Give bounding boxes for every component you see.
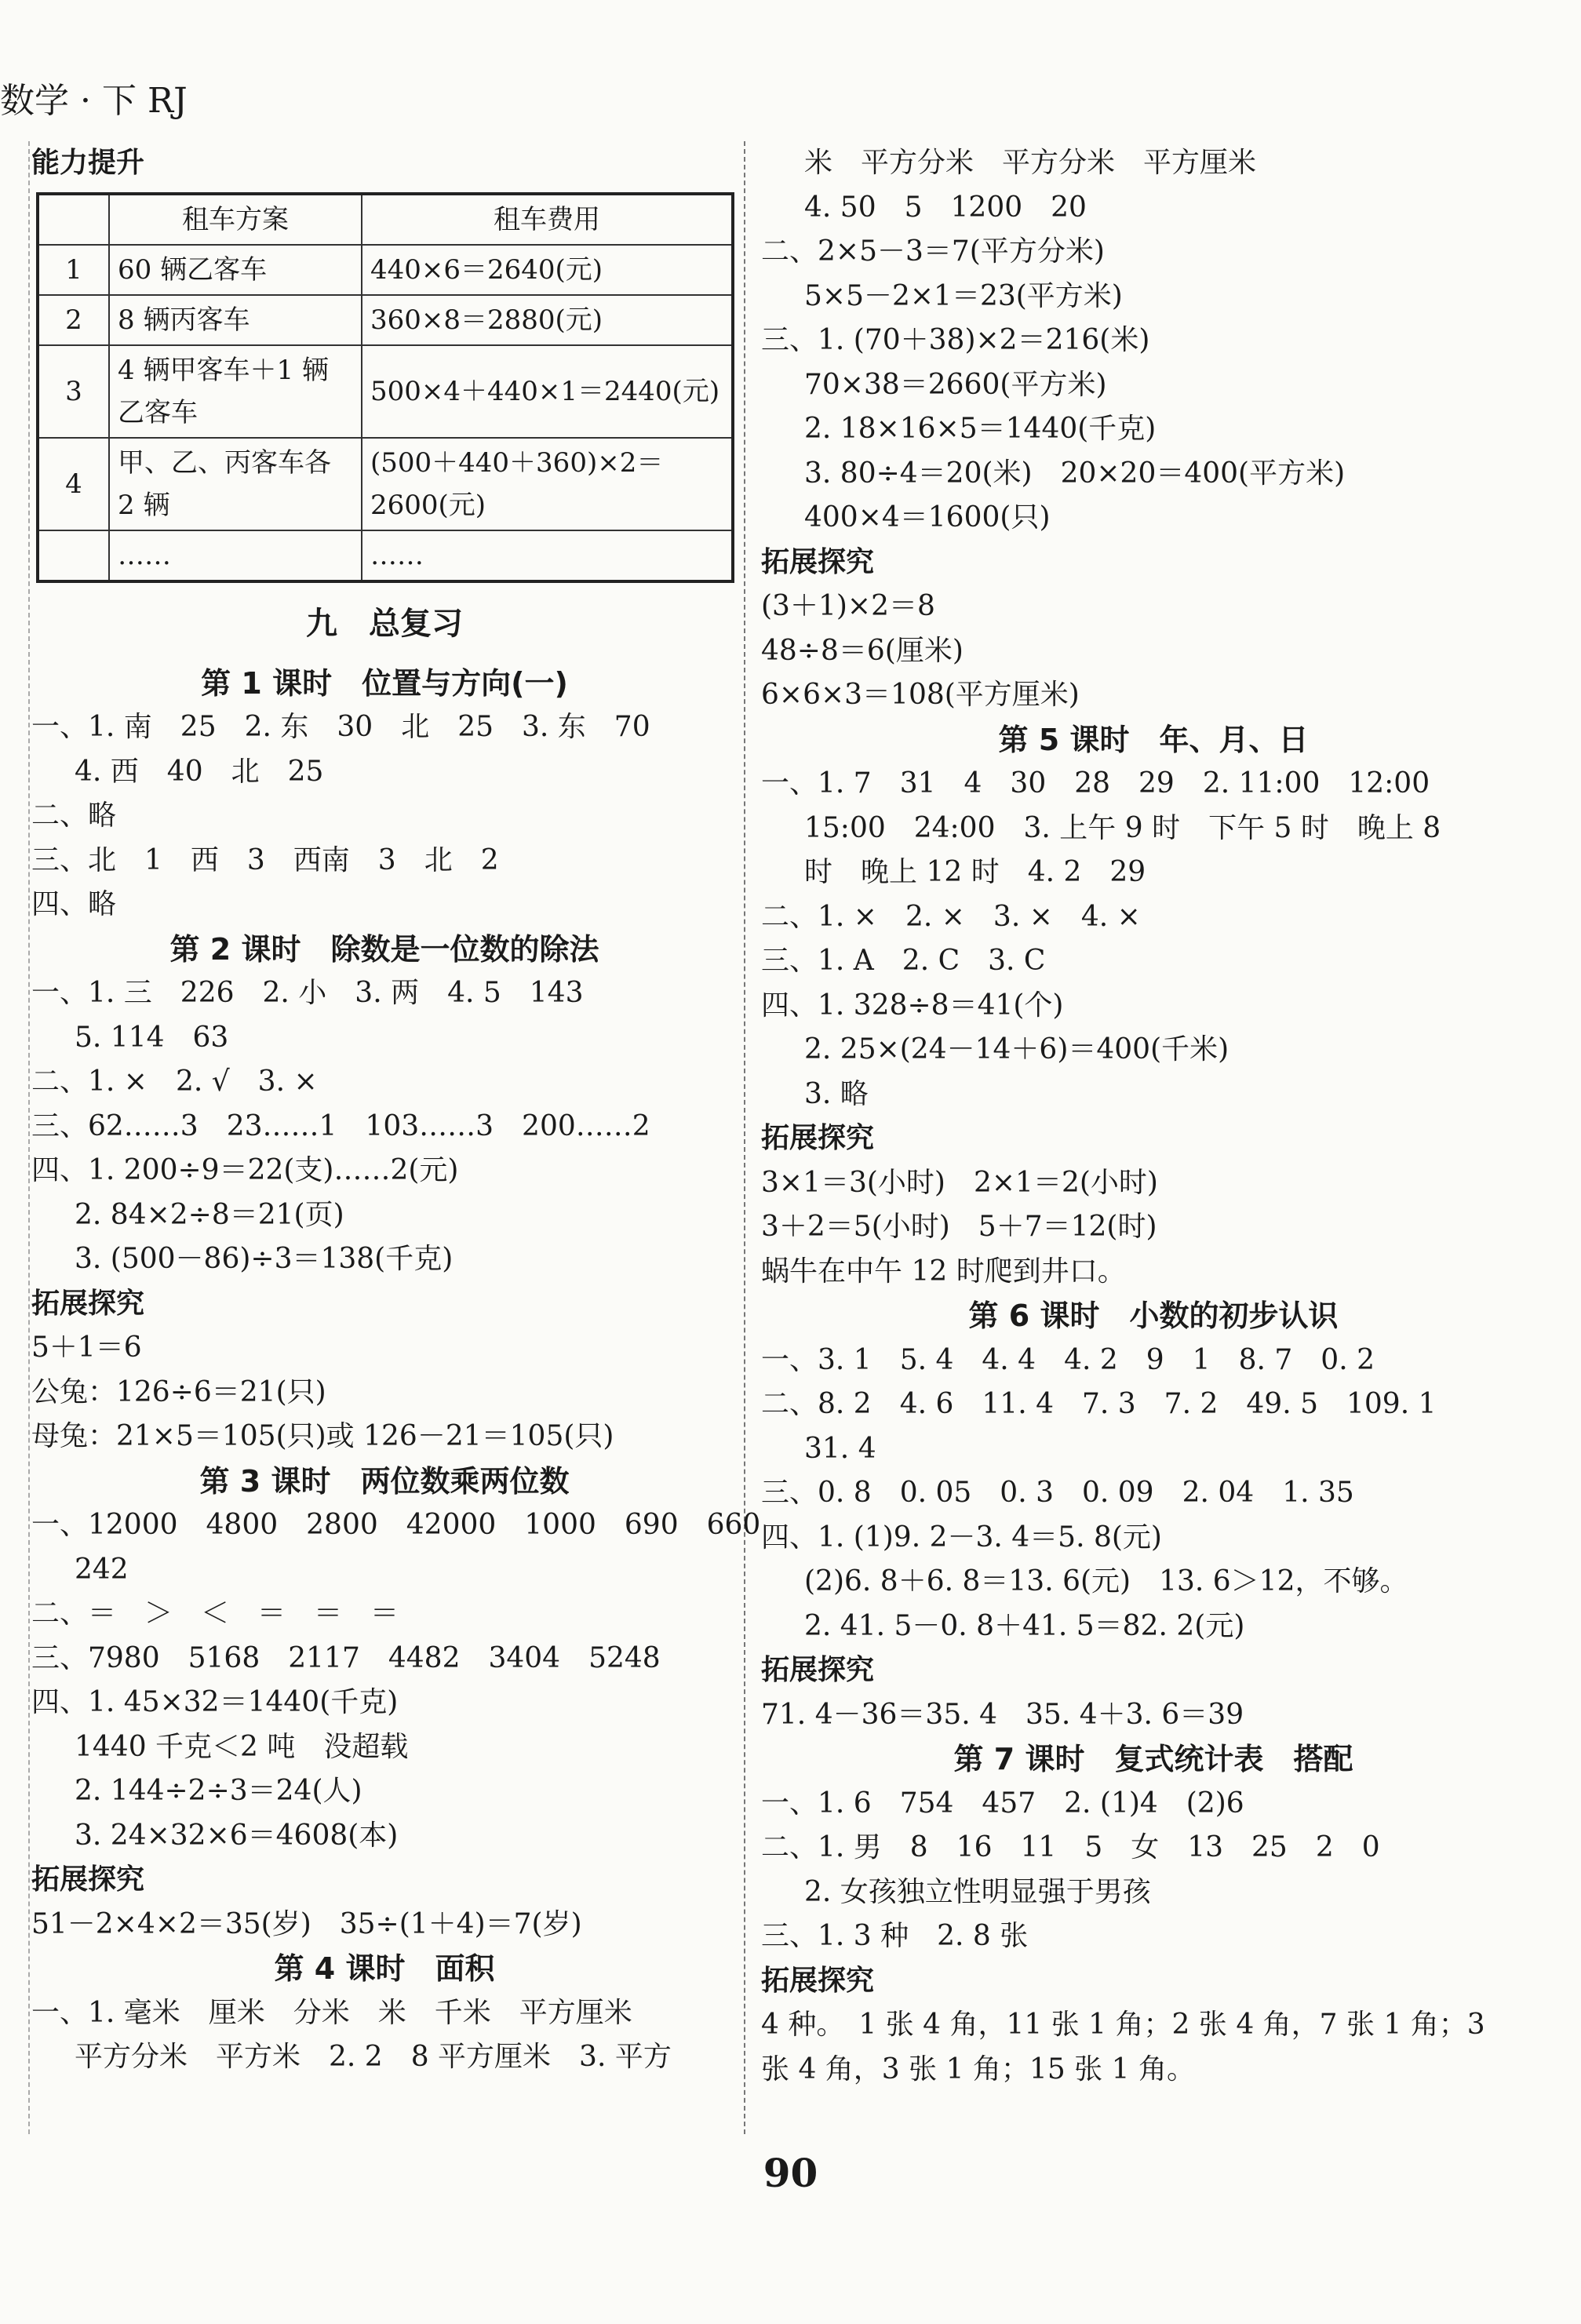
answer-line: 二、1. × 2. × 3. × 4. × xyxy=(761,900,1141,933)
row-cost: …… xyxy=(362,530,733,581)
table-row xyxy=(38,438,733,530)
answer-line: 2. 84×2÷8＝21(页) xyxy=(75,1198,344,1231)
row-plan: 60 辆乙客车 xyxy=(109,245,362,295)
answer-line: 米 平方分米 平方分米 平方厘米 xyxy=(804,147,1257,179)
answer-line: 2. 144÷2÷3＝24(人) xyxy=(75,1775,362,1807)
answer-line: 3. 略 xyxy=(804,1077,869,1110)
answer-line: 二、8. 2 4. 6 11. 4 7. 3 7. 2 49. 5 109. 1 xyxy=(761,1388,1437,1420)
answer-line: 二、2×5－3＝7(平方分米) xyxy=(761,235,1105,268)
lesson-title: 第 2 课时 除数是一位数的除法 xyxy=(169,931,599,967)
answer-line: 四、1. 45×32＝1440(千克) xyxy=(31,1686,399,1718)
answer-line: 一、1. 7 31 4 30 28 29 2. 11:00 12:00 xyxy=(761,767,1430,800)
answer-line: 一、1. 毫米 厘米 分米 米 千米 平方厘米 xyxy=(31,1996,632,2029)
answer-line: 二、1. 男 8 16 11 5 女 13 25 2 0 xyxy=(761,1831,1380,1863)
answer-line: 3＋2＝5(小时) 5＋7＝12(时) xyxy=(761,1211,1157,1243)
row-plan: 8 辆丙客车 xyxy=(109,295,362,345)
table-row xyxy=(38,345,733,438)
row-plan: 4 辆甲客车＋1 辆乙客车 xyxy=(109,345,362,438)
answer-line: 四、1. (1)9. 2－3. 4＝5. 8(元) xyxy=(761,1521,1162,1554)
answer-line: 四、略 xyxy=(31,888,117,920)
answer-line: 二、＝ ＞ ＜ ＝ ＝ ＝ xyxy=(31,1597,399,1630)
page-header: 数学 · 下 RJ xyxy=(0,81,188,121)
extension-title: 拓展探究 xyxy=(31,1863,145,1896)
answer-line: 一、12000 4800 2800 42000 1000 690 660 xyxy=(31,1509,761,1541)
answer-line: 4. 西 40 北 25 xyxy=(75,755,324,788)
answer-line: 3×1＝3(小时) 2×1＝2(小时) xyxy=(761,1166,1158,1199)
answer-line: 三、62……3 23……1 103……3 200……2 xyxy=(31,1109,650,1142)
answer-line: 三、1. (70＋38)×2＝216(米) xyxy=(761,324,1150,356)
answer-line: 一、1. 南 25 2. 东 30 北 25 3. 东 70 xyxy=(31,711,650,743)
extension-title: 拓展探究 xyxy=(761,545,875,578)
answer-line: 一、1. 6 754 457 2. (1)4 (2)6 xyxy=(761,1787,1244,1819)
answer-line: 70×38＝2660(平方米) xyxy=(804,368,1107,401)
row-cost: 500×4＋440×1＝2440(元) xyxy=(362,345,733,438)
answer-line: 2. 41. 5－0. 8＋41. 5＝82. 2(元) xyxy=(804,1609,1245,1642)
answer-line: 3. 24×32×6＝4608(本) xyxy=(75,1819,399,1852)
answer-line: 母兔：21×5＝105(只)或 126－21＝105(只) xyxy=(31,1420,614,1452)
answer-line: 二、1. × 2. √ 3. × xyxy=(31,1065,318,1098)
row-no: 3 xyxy=(38,345,109,438)
row-no: 2 xyxy=(38,295,109,345)
extension-title: 拓展探究 xyxy=(31,1287,145,1320)
section-ability: 能力提升 xyxy=(31,147,145,179)
rental-table xyxy=(36,192,734,583)
extension-title: 拓展探究 xyxy=(761,1964,875,1997)
answer-line: 三、1. 3 种 2. 8 张 xyxy=(761,1920,1029,1952)
table-header-row xyxy=(38,194,733,245)
answer-line: 三、7980 5168 2117 4482 3404 5248 xyxy=(31,1641,661,1674)
table-row xyxy=(38,530,733,581)
answer-line: 51－2×4×2＝35(岁) 35÷(1＋4)＝7(岁) xyxy=(31,1907,582,1940)
column-divider xyxy=(744,141,745,2134)
left-margin-line xyxy=(28,141,30,2134)
page-number: 90 xyxy=(763,2150,818,2196)
answer-line: 一、1. 三 226 2. 小 3. 两 4. 5 143 xyxy=(31,977,584,1009)
answer-line: 4 种。 1 张 4 角，11 张 1 角；2 张 4 角，7 张 1 角；3 xyxy=(761,2009,1485,2041)
left-column xyxy=(31,141,761,2080)
answer-line: 3. 80÷4＝20(米) 20×20＝400(平方米) xyxy=(804,457,1346,490)
lesson-title: 第 1 课时 位置与方向(一) xyxy=(201,665,568,701)
answer-line: 5. 114 63 xyxy=(75,1021,229,1054)
extension-title: 拓展探究 xyxy=(761,1122,875,1154)
answer-line: 71. 4－36＝35. 4 35. 4＋3. 6＝39 xyxy=(761,1698,1244,1731)
right-column xyxy=(761,141,1546,2092)
answer-line: 31. 4 xyxy=(804,1432,876,1465)
lesson-title: 第 6 课时 小数的初步认识 xyxy=(968,1299,1339,1333)
answer-line: 4. 50 5 1200 20 xyxy=(804,191,1087,224)
answer-line: 48÷8＝6(厘米) xyxy=(761,634,964,667)
answer-line: 2. 18×16×5＝1440(千克) xyxy=(804,413,1157,445)
header-plan: 租车方案 xyxy=(109,194,362,245)
answer-line: 一、3. 1 5. 4 4. 4 4. 2 9 1 8. 7 0. 2 xyxy=(761,1343,1375,1376)
answer-line: 5＋1＝6 xyxy=(31,1331,142,1364)
table-row xyxy=(38,295,733,345)
lesson-title: 第 4 课时 面积 xyxy=(274,1951,495,1986)
answer-line: 三、北 1 西 3 西南 3 北 2 xyxy=(31,843,499,876)
answer-line: 6×6×3＝108(平方厘米) xyxy=(761,679,1080,711)
answer-line: 2. 女孩独立性明显强于男孩 xyxy=(804,1875,1151,1908)
answer-line: 公兔：126÷6＝21(只) xyxy=(31,1375,326,1408)
answer-line: 平方分米 平方米 2. 2 8 平方厘米 3. 平方 xyxy=(75,2041,672,2073)
extension-title: 拓展探究 xyxy=(761,1654,875,1686)
row-plan: …… xyxy=(109,530,362,581)
row-cost: 440×6＝2640(元) xyxy=(362,245,733,295)
answer-line: 三、1. A 2. C 3. C xyxy=(761,945,1046,977)
answer-line: 二、略 xyxy=(31,800,117,832)
answer-line: (2)6. 8＋6. 8＝13. 6(元) 13. 6＞12，不够。 xyxy=(804,1565,1408,1597)
answer-line: 400×4＝1600(只) xyxy=(804,501,1051,534)
lesson-title: 第 7 课时 复式统计表 搭配 xyxy=(953,1742,1353,1776)
row-no: 4 xyxy=(38,438,109,530)
answer-line: 蜗牛在中午 12 时爬到井口。 xyxy=(761,1255,1126,1288)
answer-line: 四、1. 200÷9＝22(支)……2(元) xyxy=(31,1154,459,1186)
answer-line: 5×5－2×1＝23(平方米) xyxy=(804,279,1123,312)
answer-line: 三、0. 8 0. 05 0. 3 0. 09 2. 04 1. 35 xyxy=(761,1477,1354,1509)
lesson-title: 第 5 课时 年、月、日 xyxy=(998,722,1309,757)
row-cost: 360×8＝2880(元) xyxy=(362,295,733,345)
row-cost: (500＋440＋360)×2＝2600(元) xyxy=(362,438,733,530)
row-no xyxy=(38,530,109,581)
lesson-title: 第 3 课时 两位数乘两位数 xyxy=(199,1463,570,1499)
table-row xyxy=(38,245,733,295)
answer-line: 1440 千克＜2 吨 没超载 xyxy=(75,1730,409,1763)
answer-line: 15:00 24:00 3. 上午 9 时 下午 5 时 晚上 8 xyxy=(804,811,1441,844)
answer-line: 时 晚上 12 时 4. 2 29 xyxy=(804,856,1146,888)
row-plan: 甲、乙、丙客车各 2 辆 xyxy=(109,438,362,530)
answer-line: 四、1. 328÷8＝41(个) xyxy=(761,989,1064,1022)
chapter-title: 九 总复习 xyxy=(306,605,463,642)
header-cost: 租车费用 xyxy=(362,194,733,245)
answer-line: 242 xyxy=(75,1553,129,1586)
answer-line: (3＋1)×2＝8 xyxy=(761,590,935,622)
row-no: 1 xyxy=(38,245,109,295)
answer-line: 张 4 角，3 张 1 角；15 张 1 角。 xyxy=(761,2053,1195,2085)
answer-line: 3. (500－86)÷3＝138(千克) xyxy=(75,1243,454,1275)
answer-line: 2. 25×(24－14＋6)＝400(千米) xyxy=(804,1033,1229,1065)
